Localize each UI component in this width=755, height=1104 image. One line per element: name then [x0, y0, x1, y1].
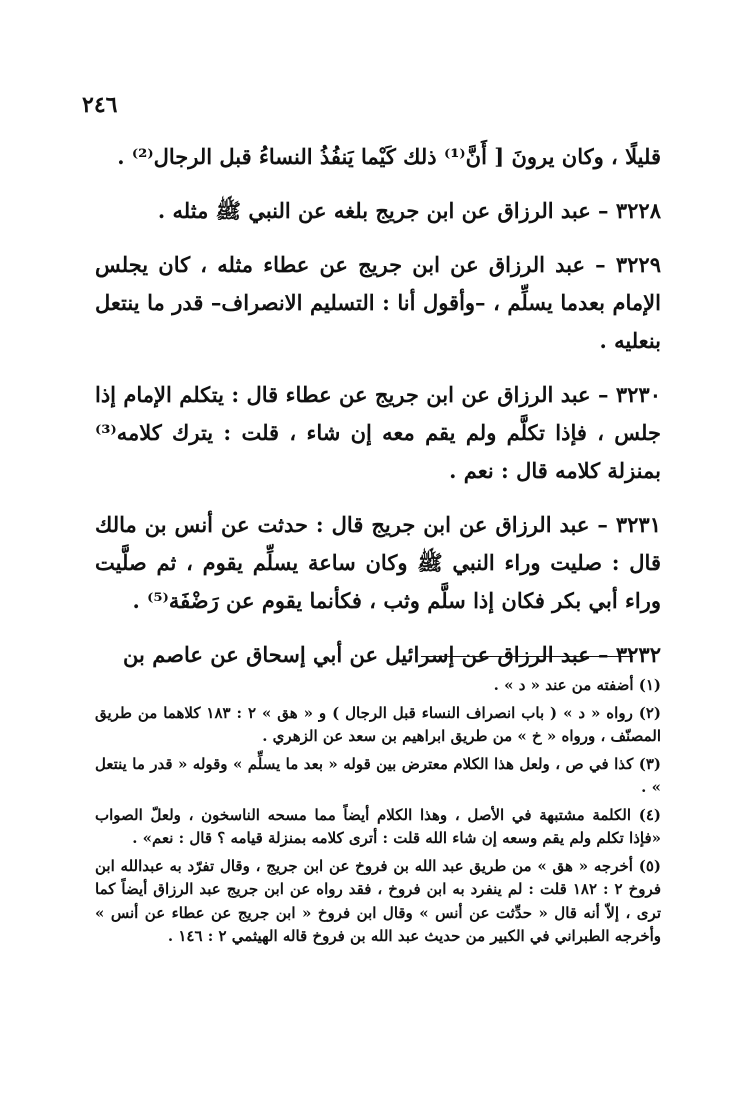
footnote-3: (٣) كذا في ص ، ولعل هذا الكلام معترض بين قوله « بعد ما يسلِّم » وقوله « قدر ما ينتعل » .	[95, 754, 661, 796]
main-text	[95, 138, 661, 690]
footnote-4: (٤) الكلمة مشتبهة في الأصل ، وهذا الكلام أيضاً مما مسحه الناسخون ، ولعلّ الصواب «فإذا تكلم ولم يقم وسعه إن شاء الله قلت : أترى كلامه بمنزلة قيامه ؟ قال : نعم» .	[95, 805, 661, 847]
hadith-3230: ٣٢٣٠ – عبد الرزاق عن ابن جريج عن عطاء قال : يتكلم الإمام إذا جلس ، فإذا تكلَّم ولم يقم معه إن شاء ، قلت : يترك كلامه⁽³⁾ بمنزلة كلامه قال : نعم .	[95, 382, 661, 483]
footnote-5: (٥) أخرجه « هق » من طريق عبد الله بن فروخ عن ابن جريج ، وقال تفرّد به عبدالله ابن فروخ ٢ : ١٨٢ قلت : لم ينفرد به ابن فروخ ، فقد رواه عن ابن جريج عبد الرزاق أيضاً كما ترى ، إلاّ أنه قال « حدِّثت عن أنس » وقال ابن فروخ « ابن جريج عن عطاء عن أنس » وأخرجه الطبراني في الكبير من حديث عبد الله بن فروخ قاله الهيثمي ٢ : ١٤٦ .	[95, 856, 661, 945]
footnotes	[95, 674, 661, 953]
footnote-divider	[421, 656, 633, 657]
footnote-1: (١) أضفته من عند « د » .	[493, 676, 661, 694]
hadith-3231: ٣٢٣١ – عبد الرزاق عن ابن جريج قال : حدثت عن أنس بن مالك قال : صليت وراء النبي ﷺ وكان ساعة يسلِّم يقوم ، ثم صلَّيت وراء أبي بكر فكان إذا سلَّم وثب ، فكأنما يقوم عن رَضْفَة⁽⁵⁾ .	[95, 512, 661, 613]
hadith-3232: ٣٢٣٢ – عبد الرزاق عن إسرائيل عن أبي إسحاق عن عاصم بن	[123, 642, 661, 667]
paragraph-continuation: قليلًا ، وكان يرونَ [ أَنَّ⁽¹⁾ ذلك كَيْما يَنفُذُ النساءُ قبل الرجال⁽²⁾ .	[117, 144, 661, 169]
hadith-3228: ٣٢٢٨ – عبد الرزاق عن ابن جريج بلغه عن النبي ﷺ مثله .	[157, 198, 661, 223]
footnote-2: (٢) رواه « د » ( باب انصراف النساء قبل الرجال ) و « هق » ٢ : ١٨٣ كلاهما من طريق المصنّف ، ورواه « خ » من طريق ابراهيم بن سعد عن الزهري .	[95, 703, 662, 745]
hadith-3229: ٣٢٢٩ – عبد الرزاق عن ابن جريج عن عطاء مثله ، كان يجلس الإمام بعدما يسلِّم ، –وأقول أنا : التسليم الانصراف– قدر ما ينتعل بنعليه .	[95, 252, 661, 353]
page-number: ٢٤٦	[82, 92, 118, 118]
